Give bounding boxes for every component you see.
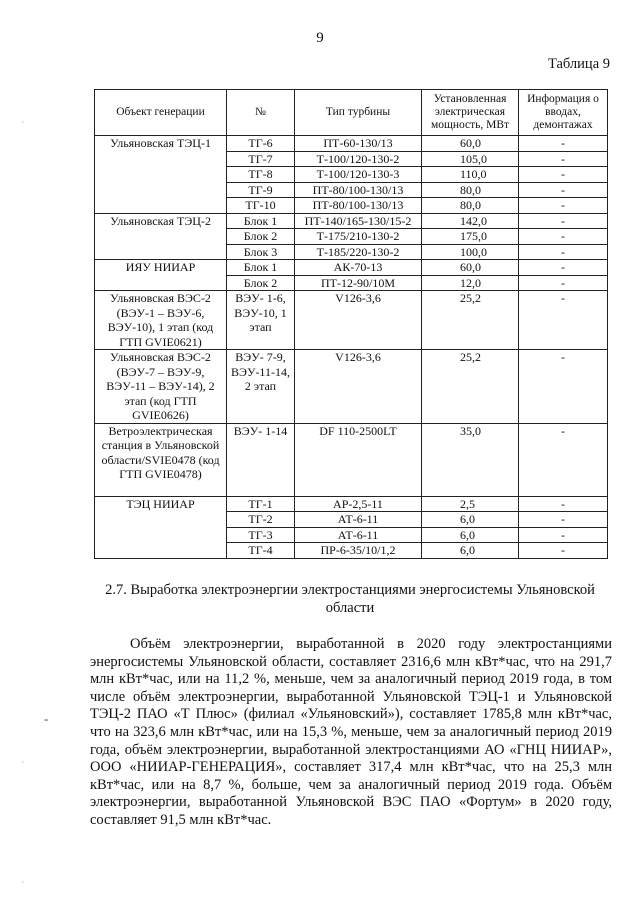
cell-number: ВЭУ- 1-6, ВЭУ-10, 1 этап bbox=[227, 291, 295, 350]
cell-number: Блок 1 bbox=[227, 213, 295, 229]
cell-number: Блок 3 bbox=[227, 244, 295, 260]
cell-info: - bbox=[519, 167, 608, 183]
cell-number: Блок 2 bbox=[227, 275, 295, 291]
cell-turbine-type: ПТ-60-130/13 bbox=[295, 136, 422, 152]
header-object: Объект генерации bbox=[95, 90, 227, 136]
header-number: № bbox=[227, 90, 295, 136]
margin-scan-mark: ' bbox=[22, 760, 24, 771]
table-row bbox=[95, 213, 608, 229]
cell-power: 25,2 bbox=[422, 291, 519, 350]
cell-object: Ульяновская ВЭС-2 (ВЭУ-7 – ВЭУ-9, ВЭУ-11 – ВЭУ-14), 2 этап (код ГТП GVIE0626) bbox=[95, 350, 227, 424]
table-body bbox=[95, 136, 608, 559]
header-info: Информация о вводах, демонтажах bbox=[519, 90, 608, 136]
cell-number: ВЭУ- 7-9, ВЭУ-11-14, 2 этап bbox=[227, 350, 295, 424]
cell-turbine-type: АТ-6-11 bbox=[295, 512, 422, 528]
cell-number: ТГ-8 bbox=[227, 167, 295, 183]
cell-power: 6,0 bbox=[422, 543, 519, 559]
cell-info: - bbox=[519, 260, 608, 276]
generation-table-wrapper bbox=[94, 89, 608, 559]
cell-turbine-type: V126-3,6 bbox=[295, 350, 422, 424]
cell-number: ТГ-10 bbox=[227, 198, 295, 214]
cell-number: ТГ-2 bbox=[227, 512, 295, 528]
cell-power: 142,0 bbox=[422, 213, 519, 229]
cell-object: Ульяновская ТЭЦ-2 bbox=[95, 213, 227, 260]
margin-scan-mark: ' bbox=[22, 120, 24, 131]
cell-number: Блок 1 bbox=[227, 260, 295, 276]
cell-turbine-type: Т-185/220-130-2 bbox=[295, 244, 422, 260]
generation-table bbox=[94, 89, 608, 559]
cell-power: 60,0 bbox=[422, 260, 519, 276]
cell-info: - bbox=[519, 527, 608, 543]
cell-info: - bbox=[519, 543, 608, 559]
cell-turbine-type: ПТ-80/100-130/13 bbox=[295, 198, 422, 214]
cell-turbine-type: ПТ-140/165-130/15-2 bbox=[295, 213, 422, 229]
cell-number: ТГ-9 bbox=[227, 182, 295, 198]
table-row bbox=[95, 260, 608, 276]
cell-object: Ульяновская ВЭС-2 (ВЭУ-1 – ВЭУ-6, ВЭУ-10), 1 этап (код ГТП GVIE0621) bbox=[95, 291, 227, 350]
cell-number: ТГ-7 bbox=[227, 151, 295, 167]
cell-info: - bbox=[519, 213, 608, 229]
cell-info: - bbox=[519, 291, 608, 350]
cell-object: ИЯУ НИИАР bbox=[95, 260, 227, 291]
cell-turbine-type: АК-70-13 bbox=[295, 260, 422, 276]
table-row bbox=[95, 423, 608, 496]
cell-turbine-type: ПТ-80/100-130/13 bbox=[295, 182, 422, 198]
cell-info: - bbox=[519, 229, 608, 245]
table-row bbox=[95, 291, 608, 350]
cell-turbine-type: Т-100/120-130-2 bbox=[295, 151, 422, 167]
table-row bbox=[95, 350, 608, 424]
cell-number: ТГ-3 bbox=[227, 527, 295, 543]
cell-turbine-type: АТ-6-11 bbox=[295, 527, 422, 543]
margin-dash: - bbox=[44, 711, 49, 726]
cell-power: 6,0 bbox=[422, 527, 519, 543]
cell-object: Ветроэлектрическая станция в Ульяновской области/SVIE0478 (код ГТП GVIE0478) bbox=[95, 423, 227, 496]
section-title: 2.7. Выработка электроэнергии электростанциями энергосистемы Ульяновской области bbox=[105, 582, 595, 616]
cell-power: 80,0 bbox=[422, 182, 519, 198]
cell-info: - bbox=[519, 423, 608, 496]
table-row bbox=[95, 136, 608, 152]
cell-power: 6,0 bbox=[422, 512, 519, 528]
header-installed-power: Установленная электрическая мощность, МВт bbox=[422, 90, 519, 136]
table-caption: Таблица 9 bbox=[547, 56, 610, 72]
cell-turbine-type: Т-100/120-130-3 bbox=[295, 167, 422, 183]
cell-turbine-type: DF 110-2500LT bbox=[295, 423, 422, 496]
cell-info: - bbox=[519, 496, 608, 512]
cell-power: 35,0 bbox=[422, 423, 519, 496]
cell-info: - bbox=[519, 512, 608, 528]
cell-power: 100,0 bbox=[422, 244, 519, 260]
cell-info: - bbox=[519, 275, 608, 291]
margin-scan-mark: ' bbox=[22, 880, 24, 891]
cell-object: Ульяновская ТЭЦ-1 bbox=[95, 136, 227, 214]
header-turbine-type: Тип турбины bbox=[295, 90, 422, 136]
cell-turbine-type: Т-175/210-130-2 bbox=[295, 229, 422, 245]
cell-info: - bbox=[519, 182, 608, 198]
cell-number: ТГ-6 bbox=[227, 136, 295, 152]
cell-info: - bbox=[519, 136, 608, 152]
cell-turbine-type: ПР-6-35/10/1,2 bbox=[295, 543, 422, 559]
table-header-row bbox=[95, 90, 608, 136]
cell-turbine-type: V126-3,6 bbox=[295, 291, 422, 350]
cell-info: - bbox=[519, 151, 608, 167]
cell-power: 110,0 bbox=[422, 167, 519, 183]
cell-info: - bbox=[519, 350, 608, 424]
cell-power: 25,2 bbox=[422, 350, 519, 424]
cell-number: Блок 2 bbox=[227, 229, 295, 245]
cell-number: ВЭУ- 1-14 bbox=[227, 423, 295, 496]
cell-power: 12,0 bbox=[422, 275, 519, 291]
cell-power: 60,0 bbox=[422, 136, 519, 152]
cell-info: - bbox=[519, 198, 608, 214]
cell-info: - bbox=[519, 244, 608, 260]
cell-power: 80,0 bbox=[422, 198, 519, 214]
cell-number: ТГ-1 bbox=[227, 496, 295, 512]
cell-object: ТЭЦ НИИАР bbox=[95, 496, 227, 558]
cell-number: ТГ-4 bbox=[227, 543, 295, 559]
table-row bbox=[95, 496, 608, 512]
cell-turbine-type: АР-2,5-11 bbox=[295, 496, 422, 512]
body-paragraph bbox=[90, 636, 612, 830]
cell-power: 105,0 bbox=[422, 151, 519, 167]
cell-power: 2,5 bbox=[422, 496, 519, 512]
page-number: 9 bbox=[316, 30, 324, 46]
cell-turbine-type: ПТ-12-90/10М bbox=[295, 275, 422, 291]
cell-power: 175,0 bbox=[422, 229, 519, 245]
body-paragraph-text: Объём электроэнергии, выработанной в 2020 году электростанциями энергосистемы Ульяновской области, составляет 2316,6 млн кВт*час, что на 291,7 млн кВт*час, или на 11,2 %, меньше, чем за аналогичный период 2019 года, в том числе объём электроэнергии, выработанной Ульяновской ТЭЦ-1 и Ульяновской ТЭЦ-2 ПАО «Т Плюс» (филиал «Ульяновский»), составляет 1785,8 млн кВт*час, что на 323,6 млн кВт*час, или на 15,3 %, меньше, чем за аналогичный период 2019 года, объём электроэнергии, выработанной электростанциями АО «ГНЦ НИИАР», ООО «НИИАР-ГЕНЕРАЦИЯ», составляет 317,4 млн кВт*час, что на 25,3 млн кВт*час, или на 8,7 %, больше, чем за аналогичный период 2019 года. Объём электроэнергии, выработанной Ульяновской ВЭС ПАО «Фортум» в 2020 году, составляет 91,5 млн кВт*час. bbox=[90, 636, 612, 828]
